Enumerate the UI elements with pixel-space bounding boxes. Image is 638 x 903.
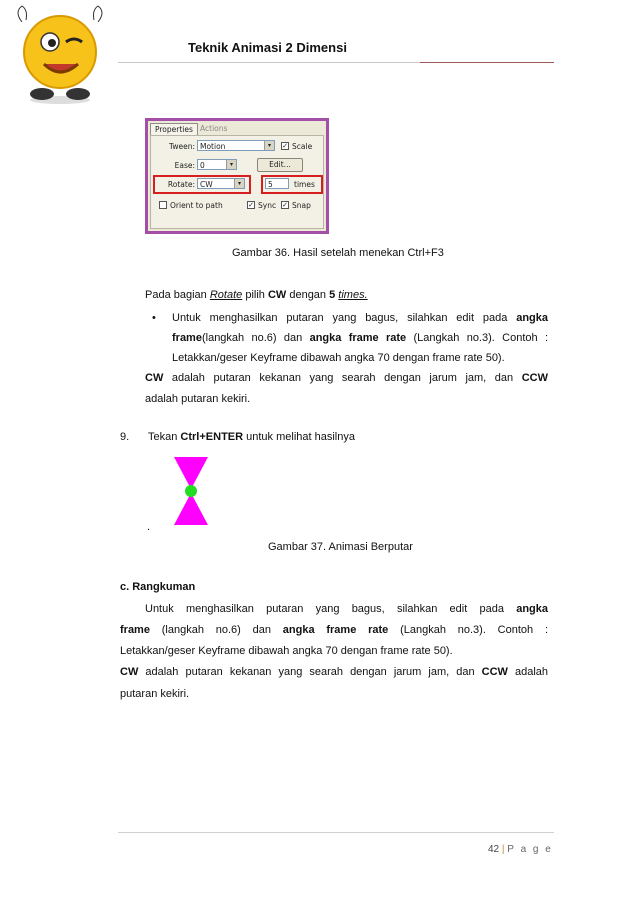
rotate-label: Rotate: [167, 180, 195, 189]
bullet-line-2 [172, 328, 548, 348]
ease-value: 0 [200, 161, 205, 170]
header-divider-accent [420, 62, 554, 63]
summary-line-5: putaran kekiri. [120, 688, 190, 700]
scale-label: Scale [292, 142, 313, 151]
cw-paragraph-line-1 [145, 368, 548, 388]
text-run: adalah [507, 666, 548, 678]
times-input[interactable] [265, 178, 289, 189]
bold-run: CCW [481, 666, 508, 678]
bold-run: frame [172, 332, 202, 344]
ease-label: Ease: [174, 161, 195, 170]
footer-separator: | [501, 844, 505, 855]
page-footer [488, 844, 553, 855]
rotating-shape-illustration [170, 455, 214, 527]
text-run: Untuk menghasilkan putaran yang bagus, silahkan edit pada [145, 603, 517, 615]
step9-text [148, 427, 355, 447]
bold-run: CW [145, 372, 164, 384]
bold-run: Ctrl+ENTER [180, 431, 244, 443]
header-title: Teknik Animasi 2 Dimensi [188, 40, 347, 55]
text-run: pilih [242, 289, 268, 301]
footer-divider [118, 832, 554, 833]
tab-properties[interactable]: Properties [150, 123, 198, 135]
chevron-down-icon: ▾ [234, 179, 244, 188]
tween-select[interactable] [197, 140, 275, 151]
sync-label: Sync [258, 201, 277, 210]
bold-run: angka [516, 312, 548, 324]
text-run: (langkah no.6) dan [149, 624, 283, 636]
rotate-select[interactable] [197, 178, 245, 189]
orient-checkbox[interactable] [159, 201, 167, 209]
rotate-value: CW [200, 180, 213, 189]
rotate-term: Rotate [209, 289, 243, 301]
scale-checkbox[interactable]: ✓ [282, 142, 288, 150]
bold-run: angka [516, 603, 548, 615]
summary-line-1 [145, 599, 548, 619]
winking-smiley-logo [4, 2, 116, 106]
cw-term: CW [267, 289, 287, 301]
chevron-down-icon: ▾ [264, 141, 274, 150]
bullet-line-1 [172, 308, 548, 328]
tween-label: Tween: [169, 142, 195, 151]
summary-line-2 [120, 620, 548, 640]
ease-input[interactable] [197, 159, 237, 170]
text-run: adalah putaran kekanan yang searah dengan jarum jam, dan [138, 666, 482, 678]
dot-marker: . [147, 521, 151, 533]
bold-run: angka frame rate [282, 624, 389, 636]
text-run: Pada bagian [145, 289, 210, 301]
tween-value: Motion [200, 142, 226, 151]
snap-label: Snap [292, 201, 311, 210]
times-label: times [294, 180, 315, 189]
bold-run: CW [120, 666, 139, 678]
summary-heading: c. Rangkuman [120, 581, 196, 593]
panel-tabs [148, 121, 326, 135]
cw-paragraph-line-2: adalah putaran kekiri. [145, 393, 251, 405]
page-number: 42 [488, 844, 500, 855]
step9-number: 9. [120, 431, 130, 443]
sync-checkbox[interactable]: ✓ [248, 201, 254, 209]
bold-run: frame [120, 624, 150, 636]
page-word: P a g e [507, 844, 553, 855]
text-run: dengan [286, 289, 330, 301]
bullet-icon: • [152, 312, 156, 324]
text-run: untuk melihat hasilnya [243, 431, 355, 443]
figure36-caption: Gambar 36. Hasil setelah menekan Ctrl+F3 [232, 247, 444, 259]
times-term: times. [338, 289, 368, 301]
summary-line-3: Letakkan/geser Keyframe dibawah angka 70 dengan frame rate 50). [120, 645, 453, 657]
summary-line-4 [120, 662, 548, 682]
bold-run: CCW [521, 372, 548, 384]
panel-body [150, 135, 324, 229]
text-run: adalah putaran kekanan yang searah dengan jarum jam, dan [163, 372, 522, 384]
text-run: (Langkah no.3). Contoh : [388, 624, 548, 636]
bullet-line-3: Letakkan/geser Keyframe dibawah angka 70 dengan frame rate 50). [172, 352, 505, 364]
chevron-down-icon: ▾ [226, 160, 236, 169]
five-value: 5 [329, 289, 336, 301]
orient-label: Orient to path [170, 201, 223, 210]
text-run: (Langkah no.3). Contoh : [406, 332, 549, 344]
figure37-caption: Gambar 37. Animasi Berputar [268, 541, 413, 553]
times-value: 5 [268, 180, 273, 189]
edit-button[interactable]: Edit... [257, 158, 303, 172]
text-run: Untuk menghasilkan putaran yang bagus, silahkan edit pada [172, 312, 517, 324]
text-run: (langkah no.6) dan [201, 332, 310, 344]
properties-panel-screenshot [145, 118, 329, 234]
text-run: Tekan [148, 431, 181, 443]
tab-actions[interactable]: Actions [200, 124, 228, 133]
bold-run: angka frame rate [309, 332, 407, 344]
snap-checkbox[interactable]: ✓ [282, 201, 288, 209]
rotate-paragraph [145, 285, 368, 305]
